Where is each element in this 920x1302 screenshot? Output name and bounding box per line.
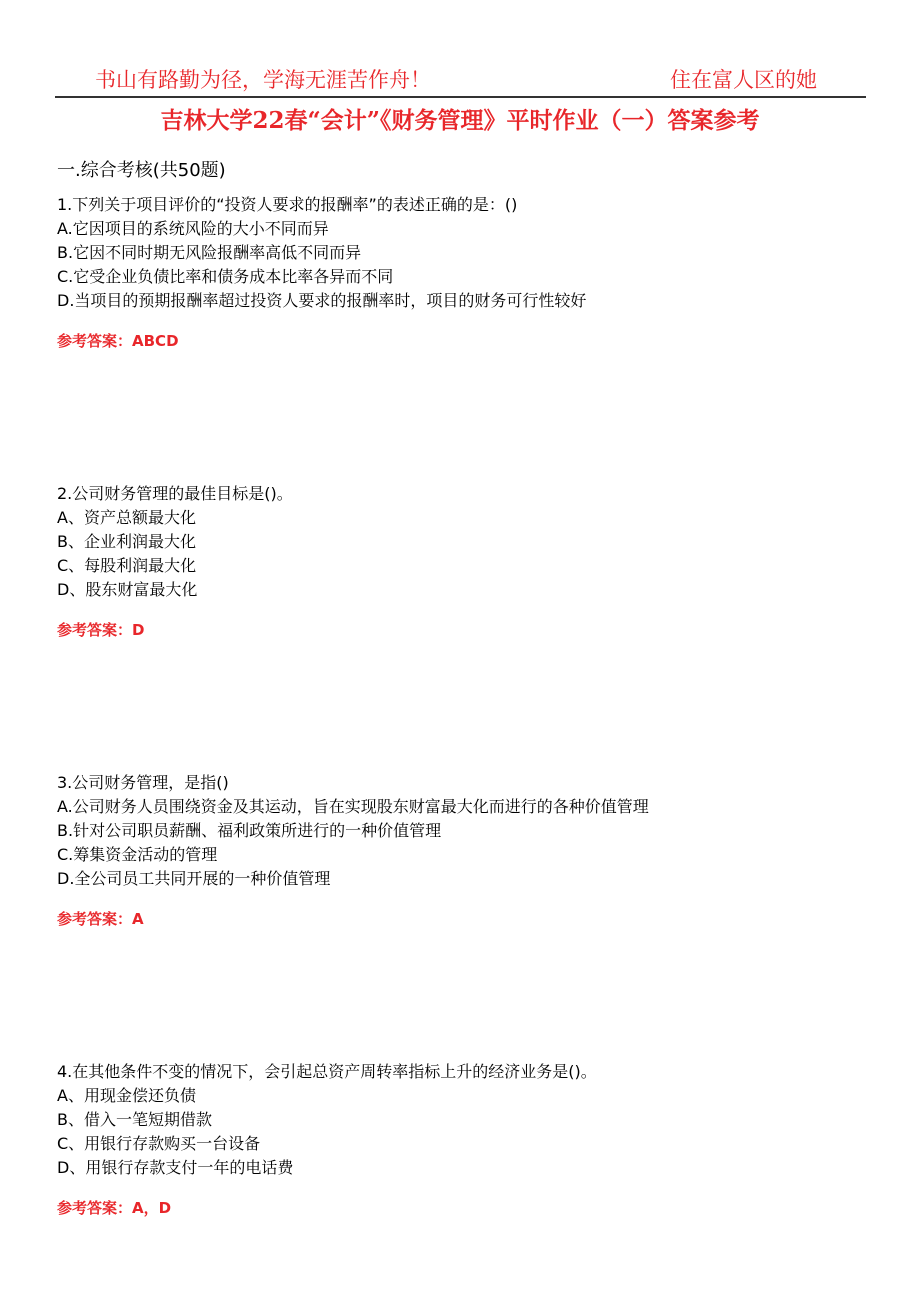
question-stem: 4.在其他条件不变的情况下，会引起总资产周转率指标上升的经济业务是()。 bbox=[57, 1062, 597, 1081]
question-2 bbox=[57, 482, 877, 641]
answer-line bbox=[57, 1197, 877, 1219]
option-d: D.全公司员工共同开展的一种价值管理 bbox=[57, 869, 331, 888]
option-a: A.公司财务人员围绕资金及其运动，旨在实现股东财富最大化而进行的各种价值管理 bbox=[57, 797, 649, 816]
question-stem: 2.公司财务管理的最佳目标是()。 bbox=[57, 484, 293, 503]
answer-label: 参考答案： bbox=[57, 621, 133, 639]
header-author: 住在富人区的她 bbox=[670, 68, 817, 92]
option-a: A、用现金偿还负债 bbox=[57, 1086, 196, 1105]
question-4 bbox=[57, 1060, 877, 1219]
question-stem: 3.公司财务管理，是指() bbox=[57, 773, 229, 792]
option-b: B.它因不同时期无风险报酬率高低不同而异 bbox=[57, 243, 362, 262]
answer-value: ABCD bbox=[132, 332, 179, 350]
option-c: C.筹集资金活动的管理 bbox=[57, 845, 218, 864]
option-c: C、用银行存款购买一台设备 bbox=[57, 1134, 261, 1153]
option-b: B、借入一笔短期借款 bbox=[57, 1110, 212, 1129]
answer-value: A，D bbox=[132, 1199, 172, 1217]
option-a: A、资产总额最大化 bbox=[57, 508, 196, 527]
answer-line bbox=[57, 619, 877, 641]
answer-label: 参考答案： bbox=[57, 332, 133, 350]
answer-label: 参考答案： bbox=[57, 910, 133, 928]
header-motto: 书山有路勤为径，学海无涯苦作舟！ bbox=[95, 68, 431, 92]
option-b: B、企业利润最大化 bbox=[57, 532, 196, 551]
question-1 bbox=[57, 193, 877, 352]
answer-line bbox=[57, 330, 877, 352]
answer-value: D bbox=[132, 621, 145, 639]
question-3 bbox=[57, 771, 877, 930]
option-d: D.当项目的预期报酬率超过投资人要求的报酬率时，项目的财务可行性较好 bbox=[57, 291, 587, 310]
option-c: C.它受企业负债比率和债务成本比率各异而不同 bbox=[57, 267, 394, 286]
answer-label: 参考答案： bbox=[57, 1199, 133, 1217]
document-title: 吉林大学22春“会计”《财务管理》平时作业（一）答案参考 bbox=[160, 107, 760, 134]
option-a: A.它因项目的系统风险的大小不同而异 bbox=[57, 219, 329, 238]
answer-value: A bbox=[132, 910, 144, 928]
answer-line bbox=[57, 908, 877, 930]
option-b: B.针对公司职员薪酬、福利政策所进行的一种价值管理 bbox=[57, 821, 442, 840]
question-stem: 1.下列关于项目评价的“投资人要求的报酬率”的表述正确的是：() bbox=[57, 195, 518, 214]
header-divider bbox=[55, 96, 866, 98]
section-heading: 一.综合考核(共50题) bbox=[57, 160, 226, 181]
option-d: D、用银行存款支付一年的电话费 bbox=[57, 1158, 294, 1177]
option-d: D、股东财富最大化 bbox=[57, 580, 198, 599]
option-c: C、每股利润最大化 bbox=[57, 556, 197, 575]
